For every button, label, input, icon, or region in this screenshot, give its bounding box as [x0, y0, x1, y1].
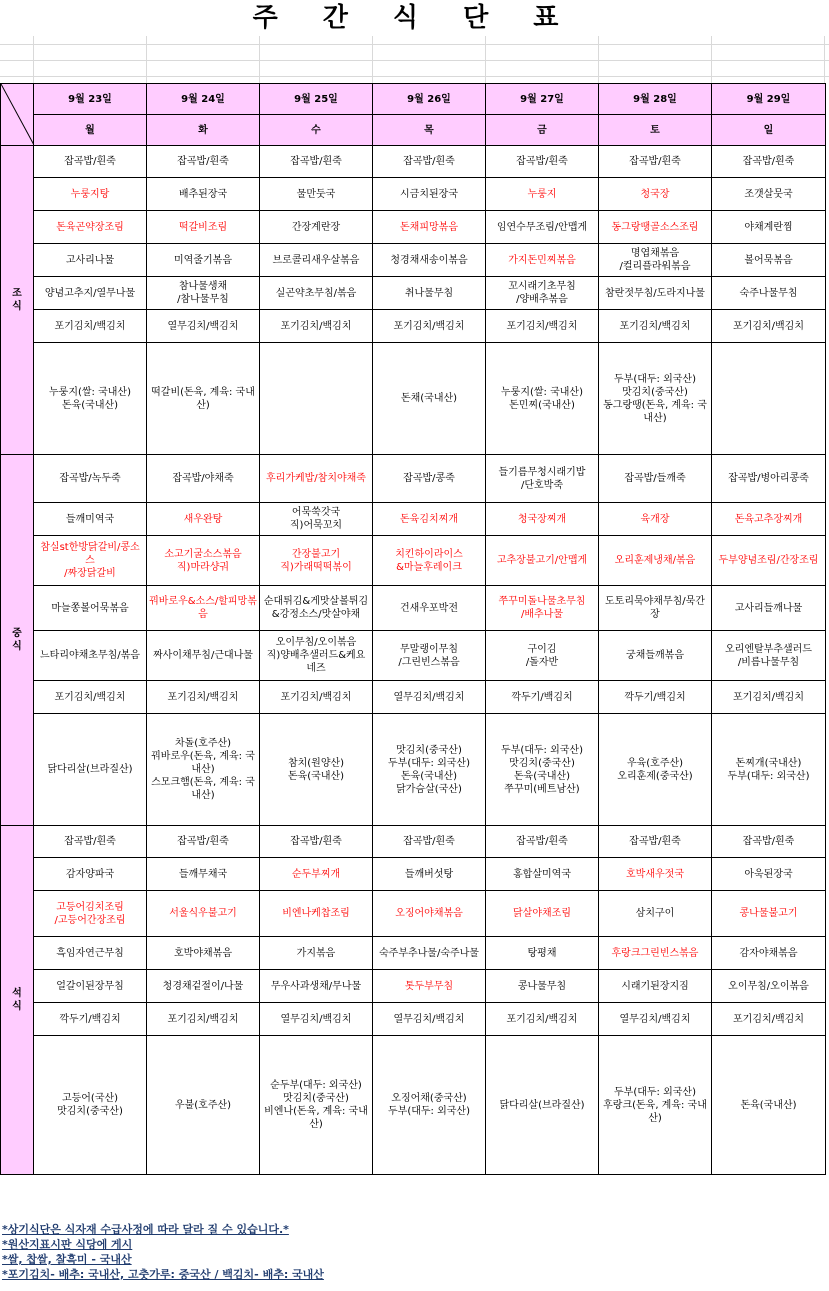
date-row	[1, 84, 826, 115]
menu-cell: 쭈꾸미돌나물초무침 /배추나물	[486, 586, 599, 631]
menu-row	[1, 631, 826, 681]
menu-row	[1, 858, 826, 891]
menu-cell: 잡곡밥/흰죽	[34, 826, 147, 858]
origin-cell: 두부(대두: 외국산) 맛김치(중국산) 동그랑땡(돈육, 계육: 국내산)	[599, 343, 712, 455]
origin-cell: 참치(원양산) 돈육(국내산)	[260, 714, 373, 826]
menu-cell: 조갯살뭇국	[712, 178, 826, 211]
menu-cell: 오이무침/오이볶음 직)양배추샐러드&케요네즈	[260, 631, 373, 681]
header-corner	[1, 84, 34, 146]
menu-cell: 꿔바로우&소스/할피망볶음	[147, 586, 260, 631]
menu-cell: 포기김치/백김치	[147, 1003, 260, 1036]
menu-cell: 오징어야채볶음	[373, 891, 486, 937]
menu-cell: 깍두기/백김치	[34, 1003, 147, 1036]
date-header: 9월 26일	[373, 84, 486, 115]
menu-cell: 누룽지탕	[34, 178, 147, 211]
dow-row	[1, 115, 826, 146]
menu-cell: 잡곡밥/병아리콩죽	[712, 455, 826, 503]
menu-cell: 취나물무침	[373, 277, 486, 310]
menu-cell: 육개장	[599, 503, 712, 536]
origin-cell: 우불(호주산)	[147, 1036, 260, 1175]
menu-cell: 열무김치/백김치	[260, 1003, 373, 1036]
origin-cell: 오징어채(중국산) 두부(대두: 외국산)	[373, 1036, 486, 1175]
menu-cell: 청경채새송이볶음	[373, 244, 486, 277]
menu-cell: 간장계란장	[260, 211, 373, 244]
menu-row	[1, 937, 826, 970]
diagonal-line	[1, 84, 34, 145]
menu-cell: 도토리묵야채무침/묵간장	[599, 586, 712, 631]
menu-cell: 잡곡밥/흰죽	[712, 146, 826, 178]
origin-cell: 두부(대두: 외국산) 맛김치(중국산) 돈육(국내산) 쭈꾸미(베트남산)	[486, 714, 599, 826]
menu-cell: 돈육김치찌개	[373, 503, 486, 536]
meal-label: 석 식	[1, 826, 34, 1175]
menu-cell: 가지돈민찌볶음	[486, 244, 599, 277]
menu-cell: 얼갈이된장무침	[34, 970, 147, 1003]
menu-cell: 열무김치/백김치	[147, 310, 260, 343]
origin-cell: 차돌(호주산) 꿔바로우(돈육, 계육: 국내산) 스모크햄(돈육, 계육: 국내산)	[147, 714, 260, 826]
menu-cell: 포기김치/백김치	[712, 310, 826, 343]
menu-cell: 포기김치/백김치	[260, 310, 373, 343]
menu-cell: 감자야채볶음	[712, 937, 826, 970]
origin-cell: 떡갈비(돈육, 계육: 국내산)	[147, 343, 260, 455]
footnote: *쌀, 찹쌀, 찰흑미 - 국내산	[2, 1253, 132, 1266]
menu-cell: 닭살야채조림	[486, 891, 599, 937]
date-header: 9월 29일	[712, 84, 826, 115]
menu-cell: 오리엔탈부추샐러드 /비름나물무침	[712, 631, 826, 681]
menu-cell: 콩나물무침	[486, 970, 599, 1003]
menu-cell: 짜사이채무침/근대나물	[147, 631, 260, 681]
menu-cell: 포기김치/백김치	[486, 310, 599, 343]
menu-cell: 궁채들깨볶음	[599, 631, 712, 681]
origin-cell: 닭다리살(브라질산)	[486, 1036, 599, 1175]
day-of-week-header: 일	[712, 115, 826, 146]
menu-cell: 시래기된장지짐	[599, 970, 712, 1003]
menu-cell: 잡곡밥/흰죽	[147, 146, 260, 178]
menu-cell: 톳두부무침	[373, 970, 486, 1003]
menu-row	[1, 536, 826, 586]
menu-row	[1, 1003, 826, 1036]
menu-cell: 포기김치/백김치	[599, 310, 712, 343]
menu-cell: 순두부찌개	[260, 858, 373, 891]
menu-cell: 새우완탕	[147, 503, 260, 536]
origin-cell: 돈채(국내산)	[373, 343, 486, 455]
menu-cell: 가지볶음	[260, 937, 373, 970]
menu-cell: 청국장	[599, 178, 712, 211]
menu-cell: 포기김치/백김치	[712, 1003, 826, 1036]
menu-cell: 후리가케밥/참치야채죽	[260, 455, 373, 503]
menu-cell: 청국장찌개	[486, 503, 599, 536]
menu-cell: 누룽지	[486, 178, 599, 211]
menu-cell: 잡곡밥/흰죽	[373, 826, 486, 858]
footnote: *원산지표시판 식당에 게시	[2, 1238, 133, 1251]
menu-cell: 잡곡밥/흰죽	[260, 826, 373, 858]
menu-cell: 들기름무청시래기밥 /단호박죽	[486, 455, 599, 503]
menu-cell: 포기김치/백김치	[34, 681, 147, 714]
origin-row	[1, 714, 826, 826]
date-header: 9월 24일	[147, 84, 260, 115]
menu-row	[1, 503, 826, 536]
menu-cell: 떡갈비조림	[147, 211, 260, 244]
menu-cell: 들깨버섯탕	[373, 858, 486, 891]
menu-cell: 열무김치/백김치	[373, 1003, 486, 1036]
menu-cell: 순대튀김&게맛살볼튀김 &강정소스/맛살야채	[260, 586, 373, 631]
menu-cell: 실곤약초무침/볶음	[260, 277, 373, 310]
menu-cell: 호박새우젓국	[599, 858, 712, 891]
page-title: 주 간 식 단 표	[252, 3, 577, 33]
menu-row	[1, 586, 826, 631]
menu-cell: 잡곡밥/흰죽	[147, 826, 260, 858]
day-of-week-header: 수	[260, 115, 373, 146]
menu-cell: 포기김치/백김치	[260, 681, 373, 714]
menu-cell: 오리훈제냉채/볶음	[599, 536, 712, 586]
menu-cell: 포기김치/백김치	[373, 310, 486, 343]
menu-table	[0, 83, 826, 1175]
menu-cell: 잡곡밥/야채죽	[147, 455, 260, 503]
menu-cell: 포기김치/백김치	[712, 681, 826, 714]
day-of-week-header: 화	[147, 115, 260, 146]
menu-cell: 돈육곤약장조림	[34, 211, 147, 244]
footnote: *포기김치- 배추: 국내산, 고춧가루: 중국산 / 백김치- 배추: 국내산	[2, 1268, 324, 1281]
menu-cell: 무우사과생채/무나물	[260, 970, 373, 1003]
menu-cell: 감자양파국	[34, 858, 147, 891]
menu-cell: 꼬시래기초무침 /양배추볶음	[486, 277, 599, 310]
origin-cell: 순두부(대두: 외국산) 맛김치(중국산) 비엔나(돈육, 계육: 국내산)	[260, 1036, 373, 1175]
menu-row	[1, 277, 826, 310]
date-header: 9월 27일	[486, 84, 599, 115]
menu-cell: 잡곡밥/흰죽	[712, 826, 826, 858]
menu-cell: 배추된장국	[147, 178, 260, 211]
menu-cell: 콩나물불고기	[712, 891, 826, 937]
menu-cell: 포기김치/백김치	[147, 681, 260, 714]
origin-cell: 누룽지(쌀: 국내산) 돈민찌(국내산)	[486, 343, 599, 455]
menu-cell: 잡곡밥/들깨죽	[599, 455, 712, 503]
menu-cell: 깍두기/백김치	[486, 681, 599, 714]
menu-row	[1, 310, 826, 343]
day-of-week-header: 금	[486, 115, 599, 146]
menu-cell: 깍두기/백김치	[599, 681, 712, 714]
menu-cell: 잡곡밥/흰죽	[373, 146, 486, 178]
menu-cell: 잡곡밥/콩죽	[373, 455, 486, 503]
menu-row	[1, 178, 826, 211]
date-header: 9월 25일	[260, 84, 373, 115]
origin-cell: 돈찌개(국내산) 두부(대두: 외국산)	[712, 714, 826, 826]
date-header: 9월 28일	[599, 84, 712, 115]
day-of-week-header: 월	[34, 115, 147, 146]
menu-row	[1, 826, 826, 858]
origin-cell: 닭다리살(브라질산)	[34, 714, 147, 826]
menu-cell: 양념고추지/열무나물	[34, 277, 147, 310]
menu-cell: 야채계란찜	[712, 211, 826, 244]
origin-cell: 누룽지(쌀: 국내산) 돈육(국내산)	[34, 343, 147, 455]
menu-cell: 열무김치/백김치	[373, 681, 486, 714]
menu-cell: 마늘쫑볼어묵볶음	[34, 586, 147, 631]
day-of-week-header: 목	[373, 115, 486, 146]
origin-cell: 고등어(국산) 맛김치(중국산)	[34, 1036, 147, 1175]
menu-row	[1, 681, 826, 714]
menu-cell: 잡곡밥/흰죽	[486, 146, 599, 178]
origin-row	[1, 343, 826, 455]
menu-cell: 흑임자연근무침	[34, 937, 147, 970]
menu-cell: 고사리나물	[34, 244, 147, 277]
menu-row	[1, 455, 826, 503]
menu-row	[1, 891, 826, 937]
footnotes	[2, 1222, 827, 1282]
menu-cell: 구이김 /돌자반	[486, 631, 599, 681]
menu-row	[1, 211, 826, 244]
menu-cell: 잡곡밥/흰죽	[34, 146, 147, 178]
meal-label: 중 식	[1, 455, 34, 826]
origin-cell: 맛김치(중국산) 두부(대두: 외국산) 돈육(국내산) 닭가슴살(국산)	[373, 714, 486, 826]
menu-cell: 숙주부추나물/숙주나물	[373, 937, 486, 970]
menu-cell: 아욱된장국	[712, 858, 826, 891]
menu-cell: 무말랭이무침 /그린빈스볶음	[373, 631, 486, 681]
menu-cell: 잡곡밥/흰죽	[486, 826, 599, 858]
menu-cell: 호박야채볶음	[147, 937, 260, 970]
menu-cell: 건새우포박전	[373, 586, 486, 631]
menu-cell: 물만둣국	[260, 178, 373, 211]
menu-cell: 잡곡밥/흰죽	[599, 146, 712, 178]
menu-cell: 홍합살미역국	[486, 858, 599, 891]
menu-cell: 포기김치/백김치	[486, 1003, 599, 1036]
menu-cell: 임연수무조림/안맵게	[486, 211, 599, 244]
menu-cell: 비엔나케찹조림	[260, 891, 373, 937]
menu-cell: 잡곡밥/흰죽	[260, 146, 373, 178]
menu-cell: 서울식우불고기	[147, 891, 260, 937]
menu-cell: 어묵쑥갓국 직)어묵꼬치	[260, 503, 373, 536]
menu-cell: 두부양념조림/간장조림	[712, 536, 826, 586]
menu-cell: 잡곡밥/녹두죽	[34, 455, 147, 503]
menu-row	[1, 146, 826, 178]
menu-cell: 들깨무채국	[147, 858, 260, 891]
menu-cell: 참나물생채 /참나물무침	[147, 277, 260, 310]
menu-cell: 삼치구이	[599, 891, 712, 937]
date-header: 9월 23일	[34, 84, 147, 115]
menu-row	[1, 244, 826, 277]
menu-cell: 볼어묵볶음	[712, 244, 826, 277]
footnote: *상기식단은 식자재 수급사정에 따라 달라 질 수 있습니다.*	[2, 1223, 289, 1236]
origin-cell: 돈육(국내산)	[712, 1036, 826, 1175]
menu-cell: 포기김치/백김치	[34, 310, 147, 343]
origin-cell: 두부(대두: 외국산) 후랑크(돈육, 계육: 국내산)	[599, 1036, 712, 1175]
menu-cell: 고추장불고기/안맵게	[486, 536, 599, 586]
menu-cell: 소고기굴소스볶음 직)마라샹궈	[147, 536, 260, 586]
menu-cell: 잡곡밥/흰죽	[599, 826, 712, 858]
menu-cell: 청경채겉절이/나물	[147, 970, 260, 1003]
menu-cell: 오이무침/오이볶음	[712, 970, 826, 1003]
menu-cell: 치킨하이라이스 &마늘후레이크	[373, 536, 486, 586]
menu-cell: 시금치된장국	[373, 178, 486, 211]
menu-cell: 미역줄기볶음	[147, 244, 260, 277]
menu-cell: 들깨미역국	[34, 503, 147, 536]
origin-row	[1, 1036, 826, 1175]
menu-cell: 명엽채볶음 /컬리플라워볶음	[599, 244, 712, 277]
day-of-week-header: 토	[599, 115, 712, 146]
menu-cell: 브로콜리새우살볶음	[260, 244, 373, 277]
menu-cell: 간장불고기 직)가래떡떡볶이	[260, 536, 373, 586]
menu-cell: 참실st한방닭갈비/콩소스 /짜장닭갈비	[34, 536, 147, 586]
menu-cell: 느타리야채초무침/볶음	[34, 631, 147, 681]
menu-row	[1, 970, 826, 1003]
menu-cell: 돈채피망볶음	[373, 211, 486, 244]
menu-cell: 참란젓무침/도라지나물	[599, 277, 712, 310]
menu-cell: 숙주나물무침	[712, 277, 826, 310]
menu-cell: 열무김치/백김치	[599, 1003, 712, 1036]
menu-cell: 후랑크그린빈스볶음	[599, 937, 712, 970]
menu-cell: 고등어김치조림 /고등어간장조림	[34, 891, 147, 937]
origin-cell	[260, 343, 373, 455]
menu-cell: 동그랑땡골소스조림	[599, 211, 712, 244]
menu-cell: 탕평채	[486, 937, 599, 970]
menu-cell: 돈육고추장찌개	[712, 503, 826, 536]
meal-label: 조 식	[1, 146, 34, 455]
menu-cell: 고사리들깨나물	[712, 586, 826, 631]
origin-cell: 우육(호주산) 오리훈제(중국산)	[599, 714, 712, 826]
spreadsheet-gridlines	[0, 36, 829, 84]
origin-cell	[712, 343, 826, 455]
